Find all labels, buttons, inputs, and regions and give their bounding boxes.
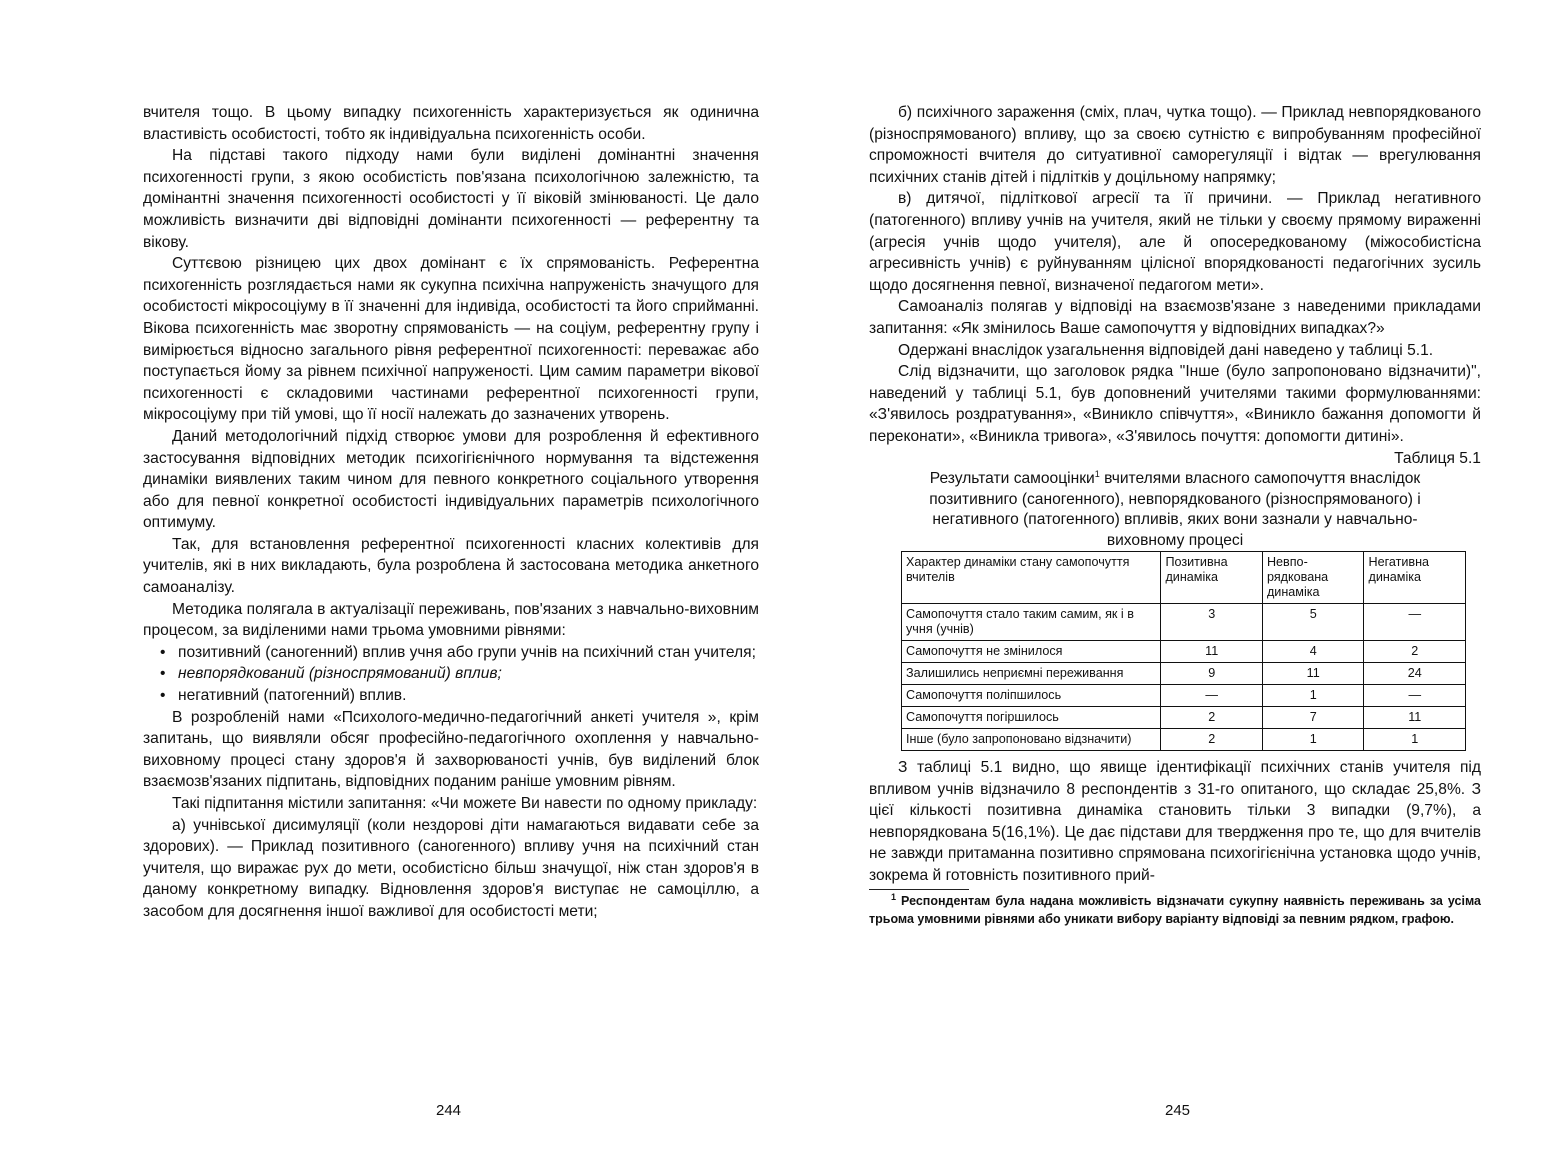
table-cell: 1 [1262,685,1364,707]
table-row [902,707,1466,729]
table-cell: 9 [1161,663,1263,685]
list-item-text: негативний (патогенний) вплив. [178,687,407,705]
paragraph: Самоаналіз полягав у відповіді на взаємозв'язане з наведеними прикладами запитання: «Як змінилось Ваше самопочуття у відповідних випадках?» [869,298,1481,337]
list-item [143,685,759,707]
list-item-text: позитивний (саногенний) вплив учня або групи учнів на психічний стан учителя; [178,643,756,661]
paragraph: Одержані внаслідок узагальнення відповідей дані наведено у таблиці 5.1. [898,341,1434,359]
paragraph: На підставі такого підходу нами були виділені домінантні значення психогенності групи, з якою особистість пов'язана психологічною залежністю, та домінантні значення психогенності особистості у її віковій змінюваності. Це дало можливість визначити дві відповідні домінанти психогенності — референтну та вікову. [143,147,759,251]
table-row [902,729,1466,751]
table-row [902,641,1466,663]
table-title-start: Результати самооцінки [929,470,1095,488]
paragraph: Суттєвою різницею цих двох домінант є їх спрямованість. Референтна психогенність розглядається нами як сукупна психічна напруженість значущого для особистості мікросоціуму в її значенні для індивіда, особистості та його сприйманні. Вікова психогенність має зворотну спрямованість — на соціум, референтну групу і вимірюється відносно загального рівня референтної психогенності: переважає або поступається йому за рівнем психічної напруженості. Цим самим параметри вікової психогенності є складовими частинами референтної психогенності групи, мікросоціуму при тій умові, що її носії належать до зазначених утворень. [143,255,759,424]
row-label: Самопочуття поліпшилось [902,685,1161,707]
table-cell: 1 [1364,729,1466,751]
table-cell: 11 [1262,663,1364,685]
right-page [779,0,1558,1163]
bullet-icon: • [160,643,166,661]
table-cell: 24 [1364,663,1466,685]
list-item [143,642,759,664]
column-header: Позитивна динаміка [1161,552,1263,604]
footnote-text: Респондентам була надана можливість відзначати сукупну наявність переживань за усіма трьома умовними рівнями або уникати вибору варіанту відповіді за певним рядком, графою. [869,893,1481,926]
row-label: Самопочуття стало таким самим, як і в учня (учнів) [902,604,1161,641]
table-cell: — [1364,685,1466,707]
table-cell: 2 [1161,729,1263,751]
table-cell: 2 [1364,641,1466,663]
paragraph: Такі підпитання містили запитання: «Чи можете Ви навести по одному прикладу: [172,795,758,812]
footnote-ref: 1 [1094,468,1100,479]
column-header: Невпо-рядкована динаміка [1262,552,1364,604]
table-row [902,663,1466,685]
table-label: Таблиця 5.1 [1394,449,1481,467]
paragraph: Слід відзначити, що заголовок рядка "Інше (було запропоновано відзначити)", наведений у таблиці 5.1, був доповнений учителями такими формулюваннями: «З'явилось роздратування», «Виникло співчуття», «Виникло бажання допомогти й переконати», «Виникла тривога», «З'явилось почуття: допомогти дитині». [869,363,1481,445]
table-cell: 1 [1262,729,1364,751]
table-cell: 11 [1364,707,1466,729]
table-row [902,604,1466,641]
list-item-text: невпорядкований (різноспрямований) вплив; [178,665,502,683]
paragraph: З таблиці 5.1 видно, що явище ідентифікації психічних станів учителя під впливом учнів відзначило 8 респондентів з 31-го опитаного, що складає 25,8%. З цієї кількості позитивна динаміка становить тільки 3 випадки (9,7%), а невпорядкована 5(16,1%). Це дає підстави для твердження про те, що для вчителів не завжди притаманна позитивно спрямована психогігієнічна установка щодо учнів, зокрема й готовність позитивного прий- [869,759,1481,885]
page-number-text: 244 [436,1102,462,1119]
page-number-text: 245 [1165,1102,1191,1119]
table-cell: — [1161,685,1263,707]
paragraph: а) учнівської дисимуляції (коли нездорові діти намагаються видавати себе за здорових). — Приклад позитивного (саногенного) впливу учня на психічний стан учителя, що виражає рух до мети, особистісно більш значущої, ніж стан здоров'я в даному конкретному випадку. Відновлення здоров'я виступає не самоціллю, а засобом для досягнення іншої важливої для особистості мети; [143,816,759,920]
paragraph: В розробленій нами «Психолого-медично-педагогічний анкеті учителя », крім запитань, що виявляли обсяг професійно-педагогічного охоплення у навчально-виховному процесі стану здоров'я й захворюваності учнів, був виділений блок взаємозв'язаних підпитань, відповідних поданим раніше умовним рівням. [143,708,759,791]
table-cell: 2 [1161,707,1263,729]
row-label: Залишились неприємні переживання [902,663,1161,685]
footnote-divider [869,889,969,890]
table-title-rest: вчителями власного самопочуття внаслідок позитивниго (саногенного), невпорядкованого (різноспрямованого) і негативного (патогенного) впливів, яких вони зазнали у навчально-виховному процесі [929,470,1421,549]
row-label: Самопочуття не змінилося [902,641,1161,663]
list-item [143,663,759,685]
footnote-marker: 1 [891,891,897,902]
table-title [869,469,1481,551]
table-cell: 7 [1262,707,1364,729]
paragraph: Методика полягала в актуалізації переживань, пов'язаних з навчально-виховним процесом, за виділеними нами трьома умовними рівнями: [143,600,759,640]
paragraph: Так, для встановлення референтної психогенності класних колективів для учителів, які в них викладають, була розроблена й застосована методика анкетного самоаналізу. [143,535,759,597]
bullet-list [143,642,759,707]
table-cell: 3 [1161,604,1263,641]
table-cell: — [1364,604,1466,641]
bullet-icon: • [160,665,166,683]
results-table [901,551,1466,751]
table-cell: 4 [1262,641,1364,663]
footnote [869,892,1481,928]
column-header: Характер динаміки стану самопочуття вчителів [902,552,1161,604]
table-row [902,685,1466,707]
table-cell: 5 [1262,604,1364,641]
paragraph: б) психічного зараження (сміх, плач, чутка тощо). — Приклад невпорядкованого (різноспрямованого) впливу, що за своєю сутністю є випробуванням професійної спроможності вчителя до ситуативної саморегуляції і відтак — врегулювання психічних станів дітей і підлітків у доцільному напрямку; [869,104,1481,186]
paragraph: Даний методологічний підхід створює умови для розроблення й ефективного застосування відповідних методик психогігієнічного нормування та відстеження динаміки виявлених таким чином для певного конкретного соціального утворення або для певної конкретної особистості індивідуальних параметрів психологічного оптимуму. [143,427,759,532]
row-label: Самопочуття погіршилось [902,707,1161,729]
left-page-text [143,102,759,923]
paragraph: в) дитячої, підліткової агресії та її причини. — Приклад негативного (патогенного) впливу учнів на учителя, який не тільки у своєму прямому вираженні (агресія учнів щодо учителя), але й опосередкованому (міжособистісна агресивність учнів) є руйнуванням цілісної впорядкованості педагогічних зусиль щодо досягнення певної, визначеної педагогом мети». [869,190,1481,294]
table-header-row [902,552,1466,604]
right-page-text [869,102,1481,928]
bullet-icon: • [160,687,166,705]
row-label: Інше (було запропоновано відзначити) [902,729,1161,751]
paragraph: вчителя тощо. В цьому випадку психогенність характеризується як одинична властивість особистості, тобто як індивідуальна психогенність особи. [143,104,759,143]
column-header: Негативна динаміка [1364,552,1466,604]
table-cell: 11 [1161,641,1263,663]
